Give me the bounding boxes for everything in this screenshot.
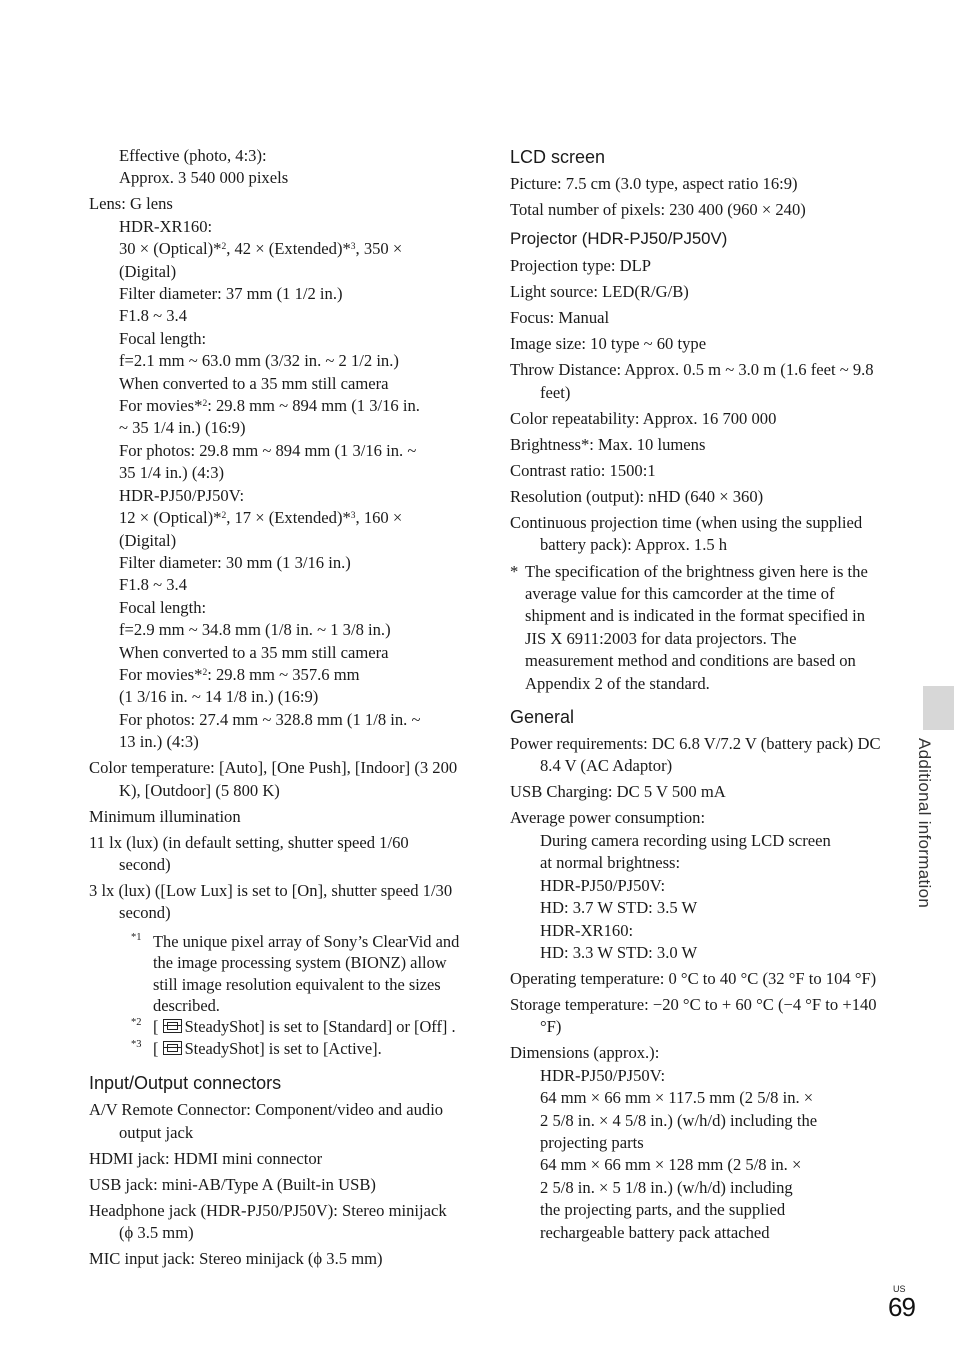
text-part: , 42 × (Extended)* — [226, 239, 351, 259]
note-text: The unique pixel array of Sony’s ClearVid and the image processing system (BIONZ) allow still image resolution equivalent to the sizes described. — [153, 931, 460, 1015]
text-part: : 29.8 mm ~ 357.6 mm — [207, 664, 360, 684]
dimensions-line: 2 5/8 in. × 4 5/8 in.) (w/h/d) including the — [540, 1110, 818, 1130]
note-mark: *2 — [131, 1017, 142, 1029]
dimensions-line: 64 mm × 66 mm × 128 mm (2 5/8 in. × — [540, 1155, 802, 1175]
note-mark: *3 — [131, 1038, 142, 1050]
projector-item: Focus: Manual — [510, 308, 610, 328]
dimensions-label: Dimensions (approx.): — [510, 1043, 660, 1063]
projector-item: Resolution (output): nHD (640 × 360) — [510, 486, 764, 506]
lens-spec-line: ~ 35 1/4 in.) (16:9) — [119, 418, 246, 438]
dimensions-list — [510, 1065, 885, 1244]
power-requirements: Power requirements: DC 6.8 V/7.2 V (battery pack) DC 8.4 V (AC Adaptor) — [510, 734, 881, 776]
average-power-line: HDR-XR160: — [540, 920, 634, 940]
usb-charging: USB Charging: DC 5 V 500 mA — [510, 782, 726, 802]
io-item: USB jack: mini-AB/Type A (Built-in USB) — [89, 1174, 376, 1194]
lens-spec-line: 13 in.) (4:3) — [119, 732, 199, 752]
brightness-footnote — [510, 561, 885, 695]
minimum-illumination: Minimum illumination — [89, 806, 241, 826]
note-mark: *1 — [131, 931, 142, 943]
lens-spec-line — [89, 664, 464, 686]
effective-photo-value: Approx. 3 540 000 pixels — [119, 168, 289, 188]
text-part: For movies* — [119, 664, 203, 684]
lens-spec-line: Focal length: — [119, 328, 207, 348]
lens-spec-line: 35 1/4 in.) (4:3) — [119, 463, 225, 483]
side-label-text: Additional information — [915, 738, 934, 909]
dimensions-line: the projecting parts, and the supplied — [540, 1200, 786, 1220]
projector-item: Image size: 10 type ~ 60 type — [510, 334, 707, 354]
footnote-ref: 2 — [202, 399, 208, 410]
note-prefix: [ — [153, 1038, 163, 1058]
projector-item: Light source: LED(R/G/B) — [510, 282, 689, 302]
left-column — [89, 145, 464, 1274]
footnote-text: The specification of the brightness given here is the average value for this camcorder at the time of shipment and is indicated in the format specified in JIS X 6911:2003 for data projectors. The measurement method and conditions are based on Appendix 2 of the standard. — [525, 561, 868, 693]
lens-spec-line: When converted to a 35 mm still camera — [119, 373, 389, 393]
average-power-label: Average power consumption: — [510, 808, 706, 828]
side-label — [902, 738, 942, 938]
footnote-ref: 3 — [350, 511, 356, 522]
section-title-projector: Projector (HDR-PJ50/PJ50V) — [510, 229, 728, 249]
note-text: SteadyShot] is set to [Active]. — [184, 1038, 382, 1058]
footnote-ref: 2 — [221, 511, 227, 522]
lens-spec-line: For photos: 29.8 mm ~ 894 mm (1 3/16 in. ~ — [119, 440, 417, 460]
lens-spec-line: When converted to a 35 mm still camera — [119, 642, 389, 662]
footnote-ref: 2 — [202, 667, 208, 678]
text-part: , 160 × — [355, 508, 403, 528]
dimensions-line: rechargeable battery pack attached — [540, 1222, 770, 1242]
lens-spec-line — [89, 238, 464, 260]
section-thumb-tab — [923, 686, 954, 730]
lens-title: Lens: G lens — [89, 194, 173, 214]
projector-item: Contrast ratio: 1500:1 — [510, 460, 656, 480]
illumination-3lux: 3 lx (lux) ([Low Lux] is set to [On], shutter speed 1/30 second) — [89, 880, 453, 923]
dimensions-line: 2 5/8 in. × 5 1/8 in.) (w/h/d) including — [540, 1177, 793, 1197]
page-number: 69 — [888, 1292, 915, 1322]
text-part: 12 × (Optical)* — [119, 508, 222, 528]
projector-item: Brightness*: Max. 10 lumens — [510, 434, 706, 454]
illumination-11lux: 11 lx (lux) (in default setting, shutter speed 1/60 second) — [89, 832, 409, 874]
io-item: A/V Remote Connector: Component/video and audio output jack — [89, 1100, 444, 1142]
lens-spec-line: f=2.9 mm ~ 34.8 mm (1/8 in. ~ 1 3/8 in.) — [119, 620, 391, 640]
lens-spec-line: Focal length: — [119, 597, 207, 617]
lcd-item: Picture: 7.5 cm (3.0 type, aspect ratio 16:9) — [510, 174, 798, 193]
io-item: HDMI jack: HDMI mini connector — [89, 1148, 323, 1168]
section-title-io: Input/Output connectors — [89, 1073, 282, 1094]
text-part: : 29.8 mm ~ 894 mm (1 3/16 in. — [207, 396, 420, 416]
dimensions-line: projecting parts — [540, 1132, 644, 1152]
storage-temperature: Storage temperature: −20 °C to + 60 °C (−4 °F to +140 °F) — [510, 994, 877, 1037]
operating-temperature: Operating temperature: 0 °C to 40 °C (32 °F to 104 °F) — [510, 968, 877, 988]
page-region: US — [893, 1284, 906, 1294]
projector-item: Color repeatability: Approx. 16 700 000 — [510, 408, 777, 428]
section-title-lcd: LCD screen — [510, 147, 606, 167]
steadyshot-film-icon — [163, 1041, 182, 1055]
projector-item: Throw Distance: Approx. 0.5 m ~ 3.0 m (1.6 feet ~ 9.8 feet) — [510, 360, 874, 402]
color-temperature: Color temperature: [Auto], [One Push], [Indoor] (3 200 K), [Outdoor] (5 800 K) — [89, 758, 458, 800]
notes-list — [89, 931, 464, 1059]
projector-item: Projection type: DLP — [510, 256, 652, 276]
lcd-item: Total number of pixels: 230 400 (960 × 240) — [510, 200, 806, 219]
text-part: For movies* — [119, 396, 203, 416]
dimensions-line: HDR-PJ50/PJ50V: — [540, 1065, 666, 1085]
lens-spec-line: HDR-PJ50/PJ50V: — [119, 485, 245, 505]
average-power-list — [510, 830, 885, 964]
io-item: Headphone jack (HDR-PJ50/PJ50V): Stereo minijack (ϕ 3.5 mm) — [89, 1200, 447, 1243]
note-text: SteadyShot] is set to [Standard] or [Off] . — [184, 1017, 456, 1037]
footnote-ref: 2 — [221, 242, 227, 253]
note-3 — [131, 1038, 464, 1059]
average-power-line: HDR-PJ50/PJ50V: — [540, 875, 666, 895]
lens-spec-line — [89, 395, 464, 417]
lens-spec-line: F1.8 ~ 3.4 — [119, 575, 187, 595]
section-title-general: General — [510, 707, 575, 728]
lens-spec-line: F1.8 ~ 3.4 — [119, 306, 187, 326]
text-part: 30 × (Optical)* — [119, 239, 222, 259]
lens-spec-line: (Digital) — [119, 530, 177, 550]
note-2 — [131, 1016, 464, 1037]
lens-spec-line: (Digital) — [119, 261, 177, 281]
dimensions-line: 64 mm × 66 mm × 117.5 mm (2 5/8 in. × — [540, 1088, 814, 1108]
lens-spec-line: f=2.1 mm ~ 63.0 mm (3/32 in. ~ 2 1/2 in.) — [119, 351, 399, 371]
average-power-line: HD: 3.3 W STD: 3.0 W — [540, 942, 698, 962]
lens-spec-line: (1 3/16 in. ~ 14 1/8 in.) (16:9) — [119, 687, 319, 707]
note-1 — [131, 931, 464, 1017]
right-column — [510, 145, 885, 1244]
average-power-line: at normal brightness: — [540, 853, 681, 873]
footnote-mark: * — [510, 561, 519, 581]
lens-spec-line: HDR-XR160: — [119, 216, 213, 236]
lens-spec-line: For photos: 27.4 mm ~ 328.8 mm (1 1/8 in. ~ — [119, 709, 421, 729]
footnote-ref: 3 — [350, 242, 356, 253]
lens-spec-line — [89, 507, 464, 529]
lens-spec-line: Filter diameter: 37 mm (1 1/2 in.) — [119, 284, 343, 304]
lens-spec-list — [89, 216, 464, 754]
projector-item: Continuous projection time (when using the supplied battery pack): Approx. 1.5 h — [510, 512, 863, 555]
average-power-line: During camera recording using LCD screen — [540, 830, 831, 850]
text-part: , 17 × (Extended)* — [226, 508, 351, 528]
lens-spec-line: Filter diameter: 30 mm (1 3/16 in.) — [119, 552, 351, 572]
io-item: MIC input jack: Stereo minijack (ϕ 3.5 mm) — [89, 1249, 383, 1269]
note-prefix: [ — [153, 1017, 163, 1037]
text-part: , 350 × — [355, 239, 403, 259]
steadyshot-film-icon — [163, 1019, 182, 1033]
average-power-line: HD: 3.7 W STD: 3.5 W — [540, 898, 698, 918]
effective-photo-label: Effective (photo, 4:3): — [119, 146, 267, 165]
